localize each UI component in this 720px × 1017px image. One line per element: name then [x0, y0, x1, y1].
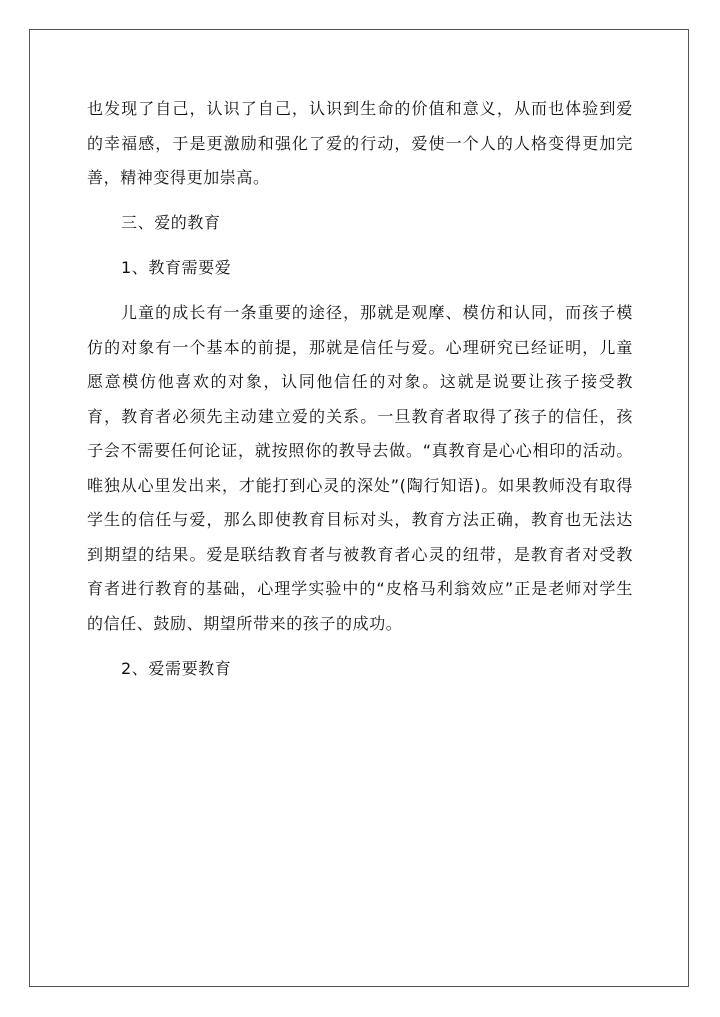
subheading-education-needs-love: 1、教育需要爱	[121, 258, 232, 277]
paragraph-continuation: 也发现了自己，认识了自己，认识到生命的价值和意义，从而也体验到爱的幸福感，于是更激励和强化了爱的行动，爱使一个人的人格变得更加完善，精神变得更加崇高。	[87, 99, 633, 187]
subheading-love-needs-education: 2、爱需要教育	[121, 658, 232, 678]
document-body	[87, 92, 633, 686]
paragraph-body: 儿童的成长有一条重要的途径，那就是观摩、模仿和认同，而孩子模仿的对象有一个基本的前提，那就是信任与爱。心理研究已经证明，儿童愿意模仿他喜欢的对象，认同他信任的对象。这就是说要让孩子接受教育，教育者必须先主动建立爱的关系。一旦教育者取得了孩子的信任，孩子会不需要任何论证，就按照你的教导去做。“真教育是心心相印的活动。唯独从心里发出来，才能打到心灵的深处”(陶行知语)。如果教师没有取得学生的信任与爱，那么即使教育目标对头，教育方法正确，教育也无法达到期望的结果。爱是联结教育者与被教育者心灵的纽带，是教育者对受教育者进行教育的基础，心理学实验中的“皮格马利翁效应”正是老师对学生的信任、鼓励、期望所带来的孩子的成功。	[87, 303, 633, 633]
section-heading-love-education: 三、爱的教育	[121, 213, 221, 232]
